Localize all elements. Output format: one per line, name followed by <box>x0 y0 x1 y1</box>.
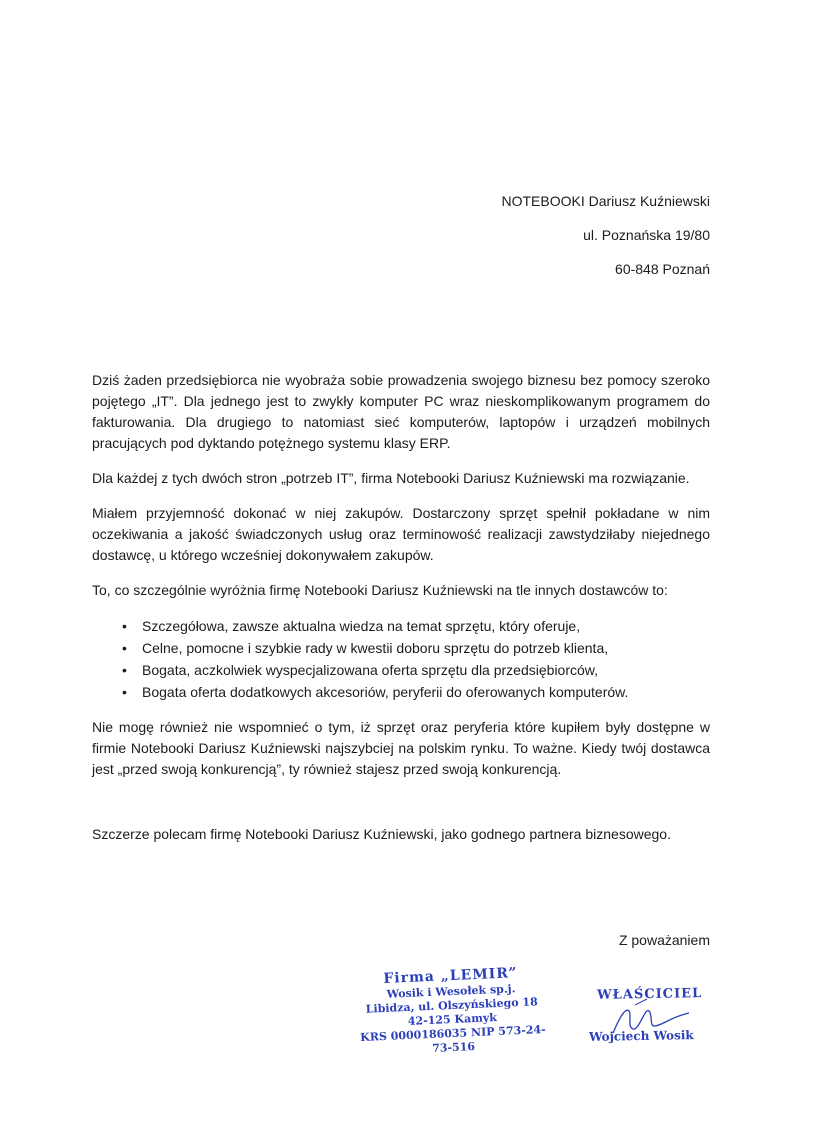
bullet-icon: • <box>122 618 127 634</box>
recommendation-text: Szczerze polecam firmę Notebooki Dariusz Kuźniewski, jako godnego partnera biznesowego. <box>92 826 671 842</box>
owner-stamp <box>585 985 715 1055</box>
list-item: • Celne, pomocne i szybkie rady w kwestii doboru sprzętu do potrzeb klienta, <box>122 637 710 659</box>
owner-name: Wojciech Wosik <box>588 1028 694 1044</box>
recipient-street: ul. Poznańska 19/80 <box>583 227 710 243</box>
letter-body <box>92 370 710 794</box>
list-item: • Bogata, aczkolwiek wyspecjalizowana oferta sprzętu dla przedsiębiorców, <box>122 659 710 681</box>
closing-text: Z poważaniem <box>618 932 710 948</box>
stamp-title: Firma „LEMIR” <box>383 965 518 987</box>
paragraph-speed: Nie mogę również nie wspomnieć o tym, iż sprzęt oraz peryferia które kupiłem były dostępne w firmie Notebooki Dariusz Kuźniewski najszybciej na polskim rynku. To ważne. Kiedy twój dostawca jest „przed swoją konkurencją”, ty również stajesz przed swoją konkurencją. <box>92 719 710 777</box>
recipient-city: 60-848 Poznań <box>615 261 710 277</box>
paragraph-purchase: Miałem przyjemność dokonać w niej zakupów. Dostarczony sprzęt spełnił pokładane w nim oczekiwania a jakość świadczonych usług oraz terminowość realizacji zawstydziłaby niejednego dostawcę, u którego wcześniej dokonywałem zakupów. <box>92 505 710 563</box>
bullet-icon: • <box>122 640 127 656</box>
recipient-name: NOTEBOOKI Dariusz Kuźniewski <box>501 193 710 209</box>
paragraph-solution: Dla każdej z tych dwóch stron „potrzeb IT”, firma Notebooki Dariusz Kuźniewski ma rozwiązanie. <box>92 470 690 486</box>
paragraph-distinction: To, co szczególnie wyróżnia firmę Notebooki Dariusz Kuźniewski na tle innych dostawców to: <box>92 582 668 598</box>
advantages-list <box>92 615 710 703</box>
stamp-line: KRS 0000186035 NIP 573-24-73-516 <box>359 1022 546 1055</box>
stamp-line: Wosik i Wesołek sp.j. <box>386 982 516 1001</box>
recipient-address <box>502 193 711 295</box>
paragraph-intro: Dziś żaden przedsiębiorca nie wyobraża sobie prowadzenia swojego biznesu bez pomocy szeroko pojętego „IT”. Dla jednego jest to zwykły komputer PC wraz nieskomplikowanym programem do fakturowania. Dla drugiego to natomiast sieć komputerów, laptopów i urządzeń mobilnych pracujących pod dyktando potężnego systemu klasy ERP. <box>92 372 710 451</box>
list-item: • Szczegółowa, zawsze aktualna wiedza na temat sprzętu, który oferuje, <box>122 615 710 637</box>
stamp-line: Libidza, ul. Olszyńskiego 18 <box>365 995 538 1016</box>
list-item: • Bogata oferta dodatkowych akcesoriów, peryferii do oferowanych komputerów. <box>122 681 710 703</box>
bullet-icon: • <box>122 684 127 700</box>
bullet-icon: • <box>122 662 127 678</box>
company-stamp <box>350 964 554 1060</box>
stamp-line: 42-125 Kamyk <box>407 1011 498 1028</box>
owner-role: WŁAŚCICIEL <box>596 986 703 1003</box>
